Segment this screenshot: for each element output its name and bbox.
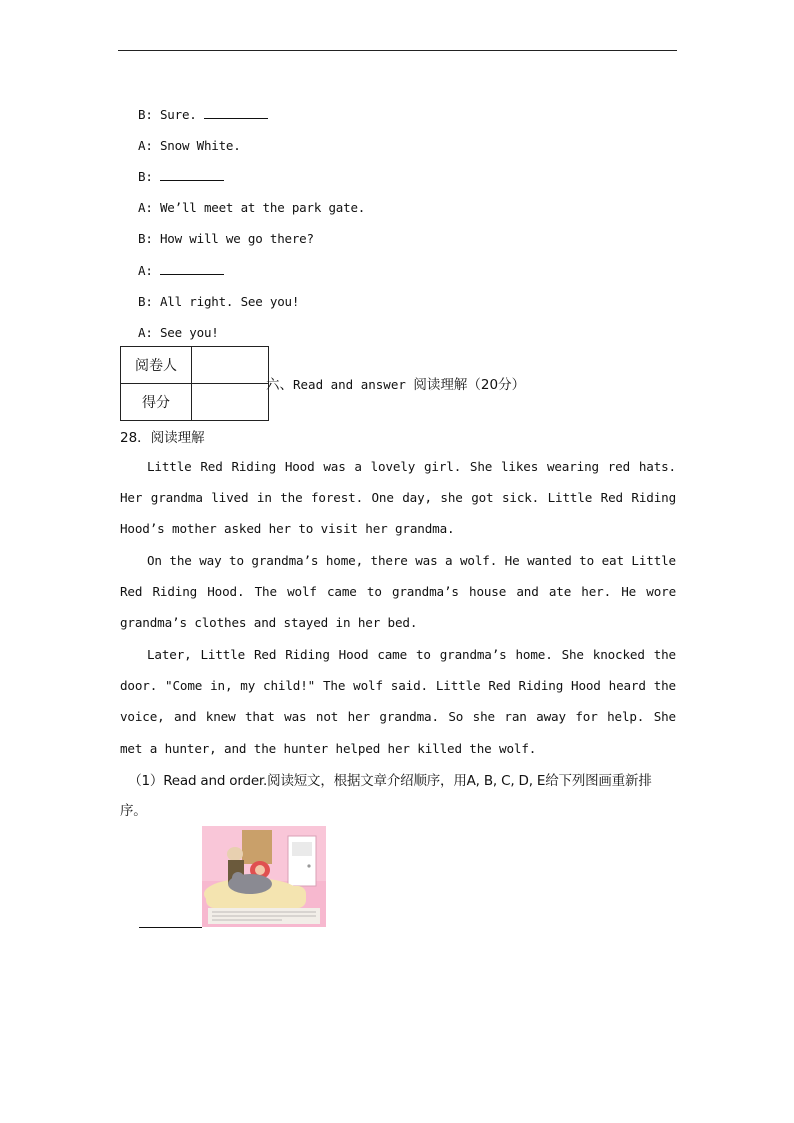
answer-blank[interactable] [204, 107, 268, 119]
dialogue-line-4: A: We’ll meet at the park gate. [138, 200, 366, 215]
score-label: 得分 [121, 384, 192, 421]
story-illustration [202, 826, 326, 927]
reviewer-label: 阅卷人 [121, 347, 192, 384]
dialogue-line-7: B: All right. See you! [138, 294, 300, 309]
dialogue-line-6: A: [138, 263, 224, 278]
dialogue-line-5: B: How will we go there? [138, 231, 314, 246]
score-table [120, 346, 269, 421]
dialogue-line-3: B: [138, 169, 224, 184]
question-heading: 28．阅读理解 [120, 430, 205, 446]
answer-blank[interactable] [160, 169, 224, 181]
dialogue-line-2: A: Snow White. [138, 138, 241, 153]
passage-paragraph-3: Later, Little Red Riding Hood came to grandma’s home. She knocked the door. "Come in, my child!" The wolf said. Little Red Riding Hood heard the voice, and knew that was not her grandma. So she ran away for help. She met a hunter, and the hunter helped her killed the wolf. [120, 647, 676, 756]
passage-paragraph-2: On the way to grandma’s home, there was a wolf. He wanted to eat Little Red Riding Hood. The wolf came to grandma’s house and ate her. He wore grandma’s clothes and stayed in her bed. [120, 553, 676, 631]
dialogue-line-1: B: Sure. [138, 107, 268, 122]
answer-blank[interactable] [160, 263, 224, 275]
task-instruction: （1）Read and order.阅读短文，根据文章介绍顺序，用A, B, C, D, E给下列图画重新排序。 [120, 773, 652, 819]
section-heading: 六、Read and answer 阅读理解（20分） [266, 377, 526, 393]
score-cell[interactable] [192, 384, 269, 421]
dialogue-line-8: A: See you! [138, 325, 219, 340]
order-answer-blank[interactable] [139, 927, 202, 928]
reviewer-cell[interactable] [192, 347, 269, 384]
header-rule [118, 50, 677, 51]
passage-paragraph-1: Little Red Riding Hood was a lovely girl. She likes wearing red hats. Her grandma lived in the forest. One day, she got sick. Little Red Riding Hood’s mother asked her to visit her grandma. [120, 459, 676, 537]
